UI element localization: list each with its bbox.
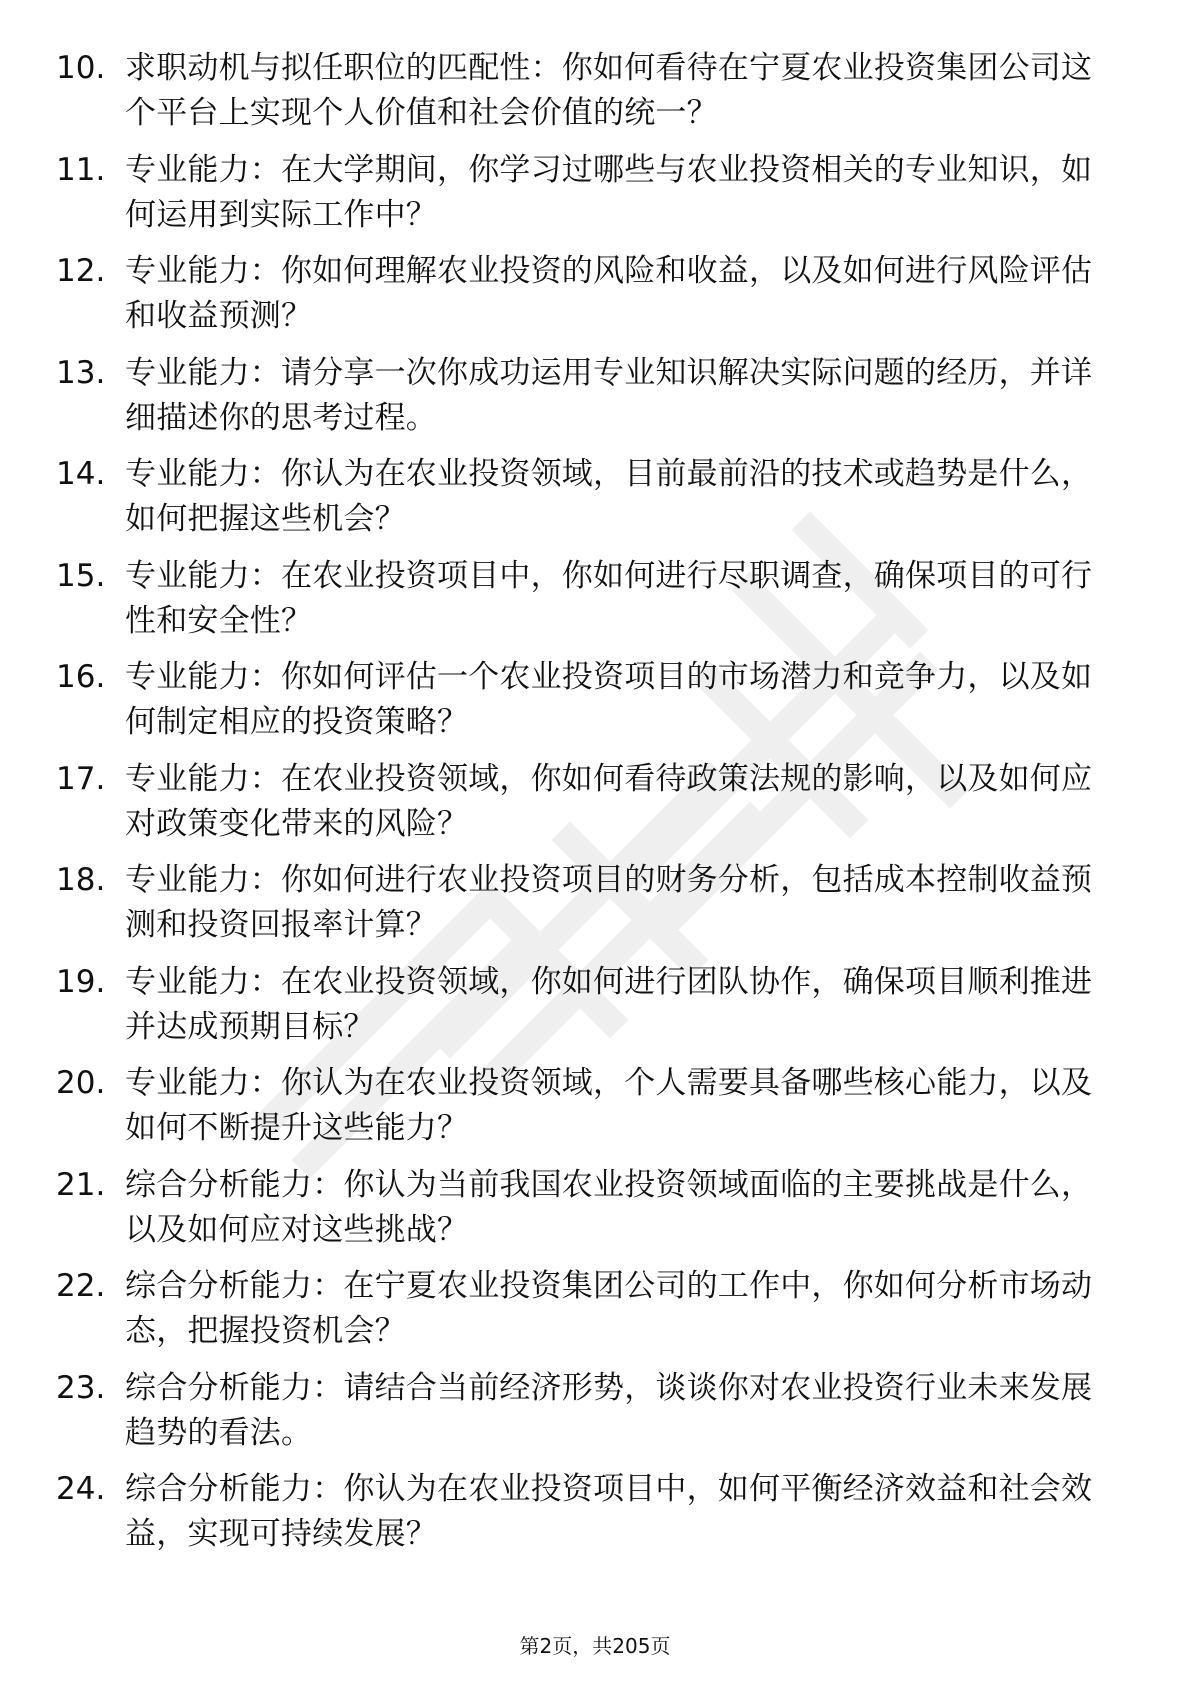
question-number: 18.	[56, 862, 106, 898]
question-number: 17.	[56, 760, 106, 797]
question-text: 专业能力：你认为在农业投资领域，目前最前沿的技术或趋势是什么，如何把握这些机会？	[125, 456, 1093, 537]
question-number: 16.	[56, 659, 106, 695]
question-number: 20.	[56, 1065, 106, 1101]
question-text: 专业能力：在农业投资领域，你如何看待政策法规的影响，以及如何应对政策变化带来的风险？	[125, 760, 1093, 842]
question-number: 10.	[56, 50, 106, 86]
question-text: 专业能力：你如何进行农业投资项目的财务分析，包括成本控制收益预测和投资回报率计算？	[125, 862, 1093, 943]
question-text: 综合分析能力：请结合当前经济形势，谈谈你对农业投资行业未来发展趋势的看法。	[125, 1369, 1093, 1451]
question-item	[0, 1061, 1190, 1163]
question-text: 专业能力：在农业投资项目中，你如何进行尽职调查，确保项目的可行性和安全性？	[125, 557, 1093, 639]
question-item	[0, 249, 1190, 351]
question-item	[0, 148, 1190, 250]
question-text: 专业能力：你认为在农业投资领域，个人需要具备哪些核心能力，以及如何不断提升这些能力？	[125, 1065, 1093, 1146]
question-item	[0, 757, 1190, 859]
question-text: 专业能力：你如何评估一个农业投资项目的市场潜力和竞争力，以及如何制定相应的投资策略？	[125, 659, 1093, 740]
question-number: 13.	[56, 354, 106, 391]
question-item	[0, 1264, 1190, 1366]
question-text: 专业能力：在农业投资领域，你如何进行团队协作，确保项目顺利推进并达成预期目标？	[125, 963, 1093, 1045]
question-text: 综合分析能力：你认为在农业投资项目中，如何平衡经济效益和社会效益，实现可持续发展？	[125, 1471, 1093, 1552]
question-item	[0, 452, 1190, 554]
question-item	[0, 960, 1190, 1062]
question-item	[0, 1163, 1190, 1265]
question-text: 专业能力：你如何理解农业投资的风险和收益，以及如何进行风险评估和收益预测？	[125, 253, 1093, 334]
question-item	[0, 554, 1190, 656]
question-item	[0, 351, 1190, 453]
question-item	[0, 1467, 1190, 1569]
question-number: 12.	[56, 253, 106, 289]
question-number: 21.	[56, 1166, 106, 1203]
question-number: 14.	[56, 456, 106, 492]
question-number: 23.	[56, 1369, 106, 1406]
question-text: 综合分析能力：在宁夏农业投资集团公司的工作中，你如何分析市场动态，把握投资机会？	[125, 1268, 1093, 1349]
question-item	[0, 1366, 1190, 1468]
page-footer: 第2页，共205页	[519, 1634, 671, 1658]
question-number: 19.	[56, 963, 106, 1000]
question-list	[0, 46, 1190, 1569]
question-item	[0, 46, 1190, 148]
question-text: 专业能力：在大学期间，你学习过哪些与农业投资相关的专业知识，如何运用到实际工作中？	[125, 151, 1093, 233]
question-text: 综合分析能力：你认为当前我国农业投资领域面临的主要挑战是什么，以及如何应对这些挑战？	[125, 1166, 1093, 1248]
question-number: 11.	[56, 151, 106, 188]
question-number: 22.	[56, 1268, 106, 1304]
question-text: 专业能力：请分享一次你成功运用专业知识解决实际问题的经历，并详细描述你的思考过程。	[125, 354, 1093, 436]
question-item	[0, 858, 1190, 960]
question-number: 15.	[56, 557, 106, 594]
question-item	[0, 655, 1190, 757]
question-number: 24.	[56, 1471, 106, 1507]
question-text: 求职动机与拟任职位的匹配性：你如何看待在宁夏农业投资集团公司这个平台上实现个人价值和社会价值的统一？	[125, 50, 1093, 131]
